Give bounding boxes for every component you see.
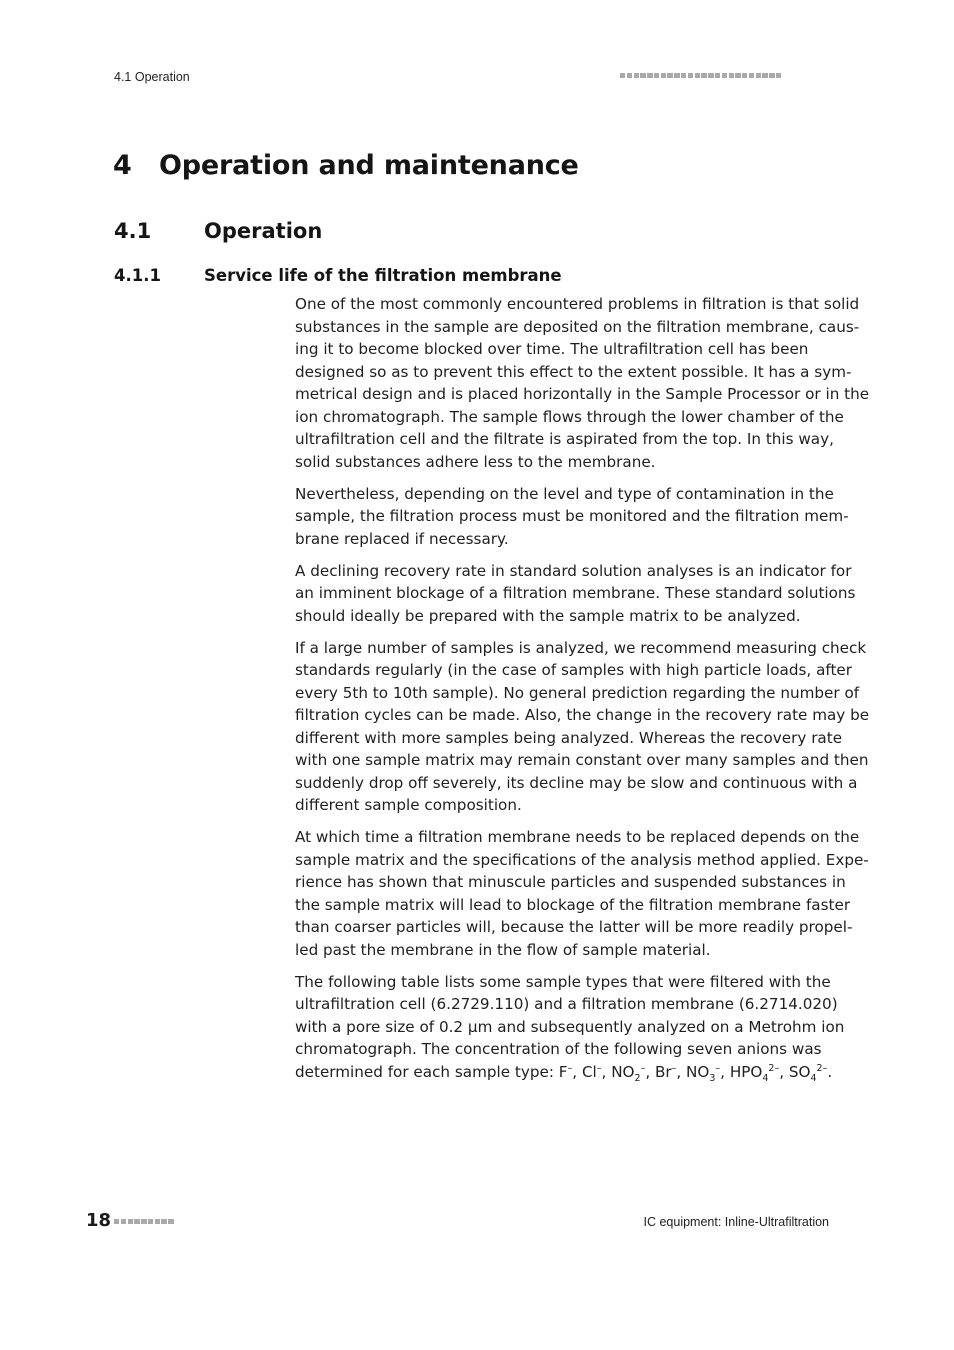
anion-formula — [788, 1062, 828, 1084]
decorative-dot — [121, 1219, 126, 1224]
paragraph-list — [295, 293, 870, 961]
text-line: standards regularly (in the case of samples with high particle loads, after — [295, 661, 852, 679]
anion-symbol: NO — [686, 1062, 710, 1081]
text-line: A declining recovery rate in standard solution analyses is an indicator for — [295, 561, 852, 580]
anion-paragraph-lines — [295, 971, 845, 1061]
text-line: ion chromatograph. The sample flows through the lower chamber of the — [295, 407, 844, 426]
anion-formula — [729, 1062, 780, 1084]
anion-separator: , — [676, 1062, 687, 1081]
text-line: different sample composition. — [295, 796, 522, 814]
decorative-dot — [688, 73, 693, 78]
decorative-dot — [735, 73, 740, 78]
anion-charge: – — [567, 1062, 573, 1074]
text-line: than coarser particles will, because the latter will be more readily propel- — [295, 918, 853, 936]
text-line: ing it to become blocked over time. The ultrafiltration cell has been — [295, 340, 809, 358]
decorative-dot — [701, 73, 706, 78]
decorative-dot — [674, 73, 679, 78]
text-line: should ideally be prepared with the sample matrix to be analyzed. — [295, 606, 801, 625]
body-paragraph — [295, 560, 856, 628]
chapter-heading — [113, 150, 579, 181]
decorative-dot — [128, 1219, 133, 1224]
text-line: sample, the filtration process must be monitored and the filtration mem- — [295, 507, 849, 525]
decorative-dot — [148, 1219, 153, 1224]
footer-decorative-dots — [114, 1219, 174, 1224]
anion-charge: – — [640, 1062, 646, 1074]
decorative-dot — [155, 1219, 160, 1224]
anion-formula — [582, 1063, 602, 1081]
running-header-section: 4.1 Operation — [114, 70, 190, 84]
decorative-dot — [742, 73, 747, 78]
anion-symbol: NO — [611, 1062, 635, 1081]
text-line: the sample matrix will lead to blockage of the filtration membrane faster — [295, 895, 851, 914]
anion-formula — [559, 1063, 573, 1081]
body-paragraph — [295, 637, 870, 817]
text-line: At which time a filtration membrane needs to be replaced depends on the — [295, 828, 860, 846]
subsection-number: 4.1.1 — [114, 266, 161, 285]
decorative-dot — [161, 1219, 166, 1224]
decorative-dot — [667, 73, 672, 78]
decorative-dot — [654, 73, 659, 78]
anion-charge: 2– — [768, 1062, 780, 1074]
text-line: designed so as to prevent this effect to the extent possible. It has a sym- — [295, 362, 852, 381]
anion-separator: , — [720, 1062, 730, 1081]
anion-charge: 2– — [816, 1062, 828, 1074]
text-line: chromatograph. The concentration of the following seven anions was — [295, 1040, 822, 1058]
footer-document-title: IC equipment: Inline-Ultrafiltration — [643, 1215, 829, 1229]
decorative-dot — [695, 73, 700, 78]
text-line: every 5th to 10th sample). No general prediction regarding the number of — [295, 683, 860, 702]
decorative-dot — [114, 1219, 119, 1224]
decorative-dot — [661, 73, 666, 78]
anion-symbol: Cl — [581, 1062, 597, 1081]
anion-separator: , — [645, 1062, 655, 1081]
text-line: an imminent blockage of a filtration membrane. These standard solutions — [295, 584, 856, 602]
text-line: brane replaced if necessary. — [295, 529, 509, 548]
decorative-dot — [627, 73, 632, 78]
decorative-dot — [141, 1219, 146, 1224]
anion-subscript: 4 — [810, 1072, 817, 1084]
anion-symbol: SO — [788, 1062, 811, 1081]
anion-paragraph — [295, 971, 845, 1084]
anion-charge: – — [671, 1062, 677, 1074]
text-line: filtration cycles can be made. Also, the change in the recovery rate may be — [295, 706, 870, 724]
page-number: 18 — [86, 1210, 112, 1231]
decorative-dot — [620, 73, 625, 78]
decorative-dot — [762, 73, 767, 78]
body-text — [295, 293, 870, 1084]
anion-formula — [655, 1063, 676, 1081]
decorative-dot — [640, 73, 645, 78]
body-paragraph — [295, 826, 869, 961]
anion-formula — [611, 1062, 646, 1084]
decorative-dot — [756, 73, 761, 78]
text-line: with a pore size of 0.2 µm and subsequently analyzed on a Metrohm ion — [295, 1017, 845, 1036]
anion-symbol: F — [558, 1062, 568, 1081]
anion-list — [558, 1062, 833, 1084]
anion-charge: – — [596, 1062, 602, 1074]
body-paragraph — [295, 483, 849, 551]
decorative-dot — [722, 73, 727, 78]
decorative-dot — [168, 1219, 173, 1224]
text-line: solid substances adhere less to the membrane. — [295, 452, 656, 471]
decorative-dot — [647, 73, 652, 78]
text-line: with one sample matrix may remain constant over many samples and then — [295, 751, 869, 769]
section-title: Operation — [204, 219, 323, 243]
text-line: substances in the sample are deposited on the filtration membrane, caus- — [295, 317, 860, 336]
anion-separator: , — [779, 1062, 789, 1081]
anion-formula — [686, 1062, 721, 1084]
anion-subscript: 4 — [762, 1072, 769, 1084]
anion-subscript: 2 — [634, 1072, 641, 1084]
text-line: sample matrix and the specifications of the analysis method applied. Expe- — [295, 850, 869, 869]
text-line: suddenly drop off severely, its decline may be slow and continuous with a — [295, 773, 858, 792]
text-line: rience has shown that minuscule particles and suspended substances in — [295, 873, 846, 891]
decorative-dot — [729, 73, 734, 78]
anion-list-line — [295, 1061, 831, 1084]
subsection-title: Service life of the filtration membrane — [204, 266, 562, 285]
decorative-dot — [769, 73, 774, 78]
anion-separator: , — [572, 1062, 582, 1081]
anion-intro: determined for each sample type: — [295, 1062, 559, 1081]
anion-subscript: 3 — [709, 1072, 716, 1084]
section-heading — [114, 219, 322, 243]
text-line: ultrafiltration cell and the filtrate is aspirated from the top. In this way, — [295, 430, 834, 448]
decorative-dot — [715, 73, 720, 78]
decorative-dot — [634, 73, 639, 78]
anion-symbol: Br — [654, 1062, 672, 1081]
decorative-dot — [134, 1219, 139, 1224]
subsection-heading — [114, 266, 562, 285]
decorative-dot — [708, 73, 713, 78]
text-line: One of the most commonly encountered problems in filtration is that solid — [295, 295, 860, 313]
chapter-title: Operation and maintenance — [159, 150, 579, 181]
text-line: If a large number of samples is analyzed, we recommend measuring check — [295, 638, 867, 657]
sentence-end: . — [827, 1062, 833, 1081]
header-decorative-dots — [620, 73, 781, 78]
anion-charge: – — [715, 1062, 721, 1074]
decorative-dot — [749, 73, 754, 78]
decorative-dot — [776, 73, 781, 78]
text-line: The following table lists some sample types that were filtered with the — [295, 972, 831, 991]
text-line: different with more samples being analyzed. Whereas the recovery rate — [295, 728, 843, 747]
decorative-dot — [681, 73, 686, 78]
section-number: 4.1 — [114, 219, 152, 243]
text-line: metrical design and is placed horizontally in the Sample Processor or in the — [295, 385, 870, 403]
body-paragraph — [295, 293, 870, 473]
anion-separator: , — [601, 1062, 612, 1081]
chapter-number: 4 — [113, 150, 132, 181]
text-line: ultrafiltration cell (6.2729.110) and a filtration membrane (6.2714.020) — [295, 995, 838, 1013]
text-line: Nevertheless, depending on the level and type of contamination in the — [295, 484, 834, 503]
text-line: led past the membrane in the flow of sample material. — [295, 940, 711, 959]
anion-symbol: HPO — [729, 1062, 763, 1081]
